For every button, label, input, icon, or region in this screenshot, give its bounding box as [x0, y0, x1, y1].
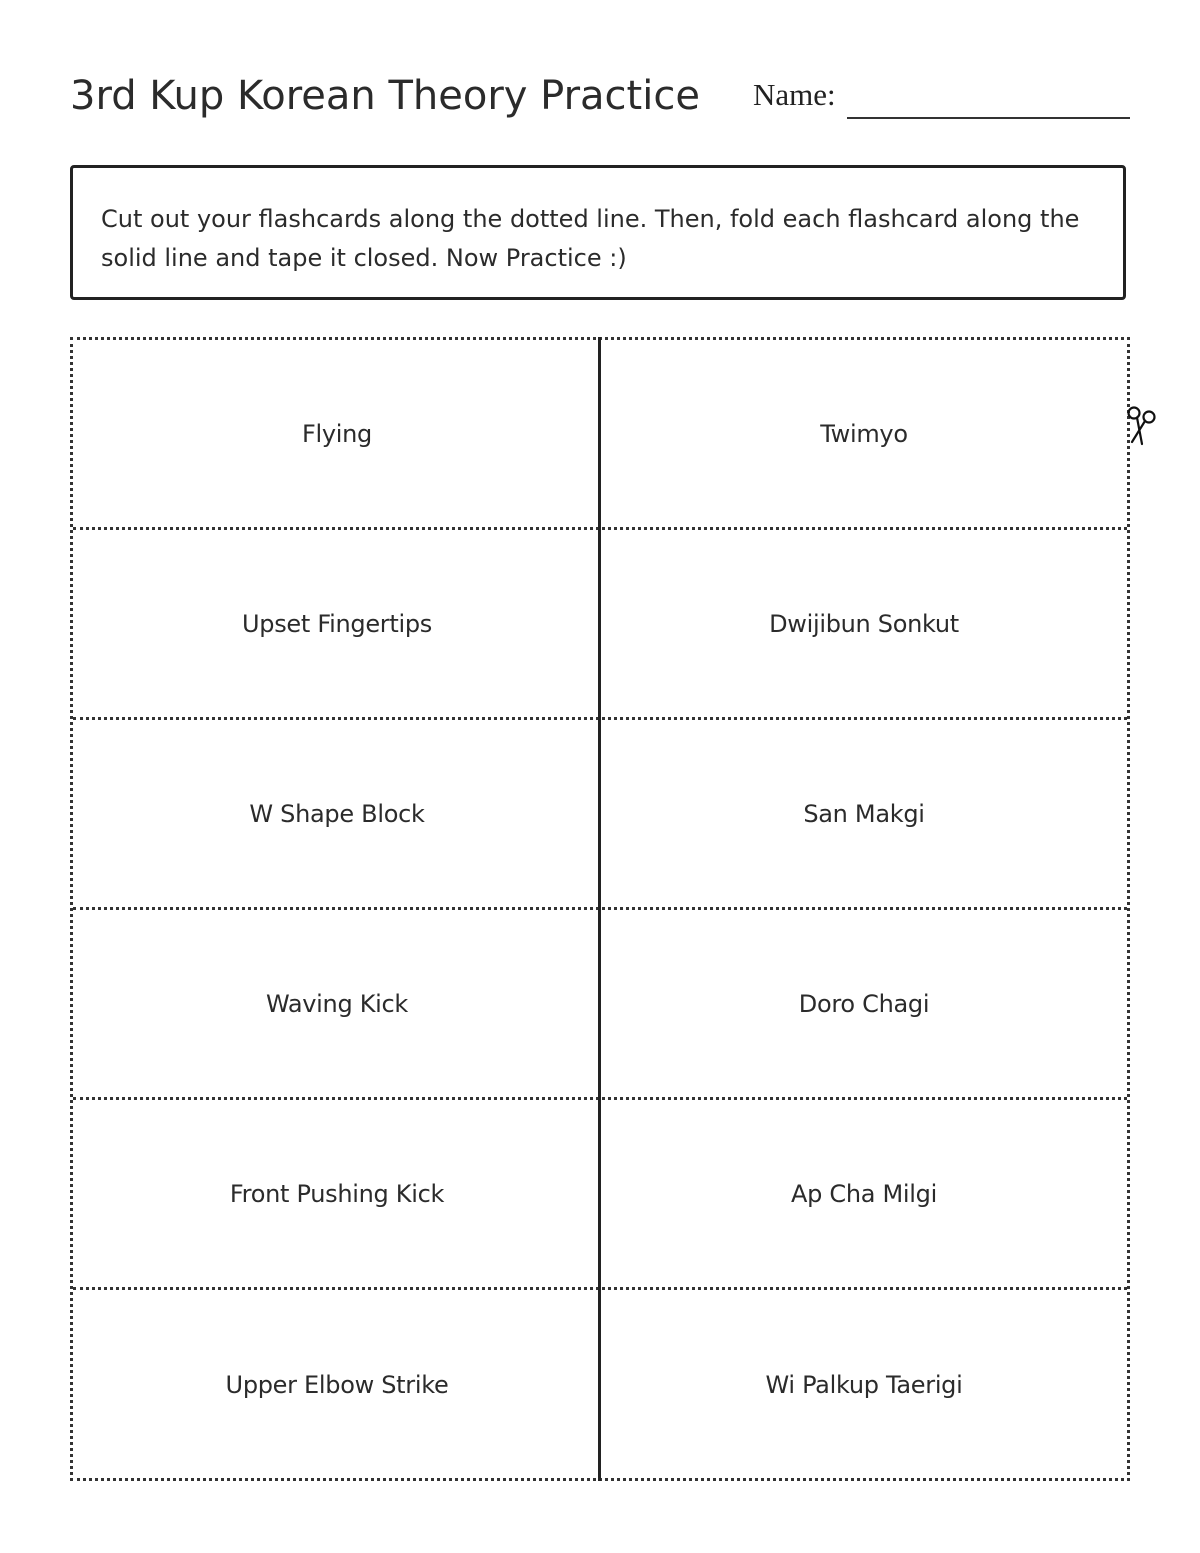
- flashcard-back: Ap Cha Milgi: [791, 1179, 937, 1208]
- fold-line: [598, 337, 601, 1481]
- flashcard-front: Front Pushing Kick: [229, 1179, 445, 1208]
- flashcard-back: San Makgi: [803, 799, 925, 828]
- flashcard-front: W Shape Block: [249, 799, 425, 828]
- flashcard-back: Wi Palkup Taerigi: [765, 1371, 963, 1399]
- flashcard-back: Doro Chagi: [798, 989, 930, 1018]
- flashcard-front: Flying: [302, 419, 372, 448]
- instructions-box: Cut out your flashcards along the dotted line. Then, fold each flashcard along the solid line and tape it closed. Now Practice :): [70, 165, 1126, 300]
- flashcard-front: Upper Elbow Strike: [225, 1371, 449, 1399]
- name-field[interactable]: [847, 117, 1130, 119]
- scissors-icon: [1124, 404, 1158, 446]
- page-title: 3rd Kup Korean Theory Practice: [70, 73, 700, 119]
- flashcard-back: Dwijibun Sonkut: [769, 609, 959, 638]
- name-label: Name:: [753, 77, 836, 112]
- flashcard-back: Twimyo: [820, 419, 908, 448]
- flashcard-front: Upset Fingertips: [242, 609, 432, 638]
- flashcard-front: Waving Kick: [265, 989, 409, 1018]
